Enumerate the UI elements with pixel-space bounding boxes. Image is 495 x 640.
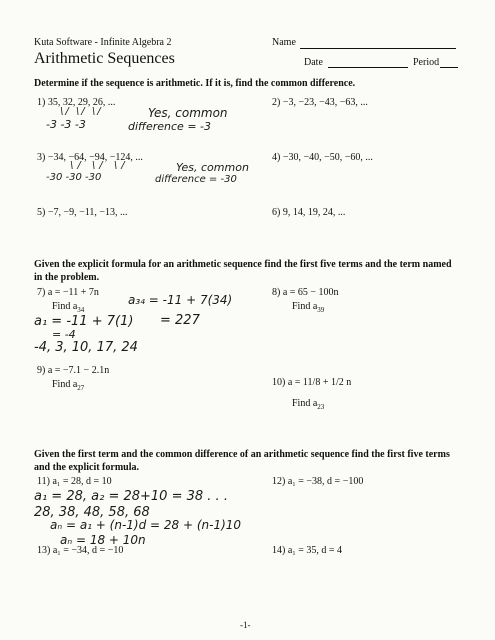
problem-6 bbox=[272, 207, 345, 218]
problem-text: 35, 32, 29, 26, ... bbox=[47, 97, 116, 108]
handwritten-line-3: aₙ = a₁ + (n-1)d = 28 + (n-1)10 bbox=[50, 518, 242, 532]
problem-formula: a = −7.1 − 2.1n bbox=[47, 365, 110, 376]
find-subscript: 23 bbox=[317, 403, 325, 411]
find-subscript: 39 bbox=[317, 306, 325, 314]
period-line bbox=[440, 67, 458, 68]
date-line bbox=[328, 67, 408, 68]
problem-10-find bbox=[292, 398, 324, 411]
handwritten-line-2: 28, 38, 48, 58, 68 bbox=[34, 505, 150, 520]
find-label: Find a bbox=[52, 301, 78, 312]
name-line bbox=[300, 48, 456, 49]
problem-text: a₁ = −34, d = −10 bbox=[52, 545, 124, 556]
section2-instruction: Given the explicit formula for an arithmetic sequence find the first five terms and the term named in the problem. bbox=[34, 259, 452, 283]
handwritten-line-4: aₙ = 18 + 10n bbox=[60, 533, 146, 547]
problem-text: −7, −9, −11, −13, ... bbox=[47, 207, 128, 218]
problem-number: 12) bbox=[272, 476, 286, 487]
problem-4 bbox=[272, 152, 373, 163]
handwritten-difference-1: difference = -3 bbox=[128, 120, 211, 133]
problem-number: 10) bbox=[272, 377, 286, 388]
problem-text: a₁ = 28, d = 10 bbox=[52, 476, 112, 487]
problem-text: −3, −23, −43, −63, ... bbox=[282, 97, 368, 108]
find-label: Find a bbox=[292, 398, 318, 409]
problem-formula: a = 11/8 + 1/2 n bbox=[287, 377, 352, 388]
problem-number: 4) bbox=[272, 152, 281, 163]
problem-number: 3) bbox=[37, 152, 46, 163]
find-label: Find a bbox=[52, 379, 78, 390]
problem-number: 14) bbox=[272, 545, 286, 556]
problem-text: −30, −40, −50, −60, ... bbox=[282, 152, 373, 163]
problem-number: 7) bbox=[37, 287, 46, 298]
problem-9 bbox=[37, 365, 109, 376]
problem-10 bbox=[272, 377, 351, 388]
handwritten-arrows-1: \/ \/ \/ bbox=[60, 106, 103, 117]
date-label: Date bbox=[304, 57, 323, 68]
section1-instruction: Determine if the sequence is arithmetic. If it is, find the common difference. bbox=[34, 78, 356, 89]
find-subscript: 27 bbox=[77, 384, 85, 392]
problem-text: 9, 14, 19, 24, ... bbox=[282, 207, 346, 218]
problem-number: 11) bbox=[37, 476, 50, 487]
handwritten-yes-3: Yes, common bbox=[176, 161, 249, 174]
page-number: -1- bbox=[240, 620, 251, 630]
problem-7-find bbox=[52, 301, 84, 314]
problem-number: 5) bbox=[37, 207, 46, 218]
problem-9-find bbox=[52, 379, 84, 392]
handwritten-arrows-3: \/ \/ \/ bbox=[70, 160, 129, 171]
period-label: Period bbox=[413, 57, 440, 68]
handwritten-a1-result: = -4 bbox=[52, 328, 76, 341]
problem-8 bbox=[272, 287, 339, 298]
problem-7 bbox=[37, 287, 99, 298]
problem-text: a₁ = −38, d = −100 bbox=[287, 476, 364, 487]
find-label: Find a bbox=[292, 301, 318, 312]
problem-number: 13) bbox=[37, 545, 51, 556]
handwritten-a1: a₁ = -11 + 7(1) bbox=[34, 314, 134, 329]
problem-14 bbox=[272, 545, 342, 556]
problem-8-find bbox=[292, 301, 324, 314]
problem-number: 8) bbox=[272, 287, 281, 298]
handwritten-line-1: a₁ = 28, a₂ = 28+10 = 38 . . . bbox=[34, 489, 228, 504]
problem-5 bbox=[37, 207, 128, 218]
problem-number: 6) bbox=[272, 207, 281, 218]
handwritten-yes-1: Yes, common bbox=[148, 106, 228, 120]
problem-12 bbox=[272, 476, 363, 487]
find-subscript: 34 bbox=[77, 306, 85, 314]
problem-formula: a = 65 − 100n bbox=[282, 287, 339, 298]
publisher-label: Kuta Software - Infinite Algebra 2 bbox=[34, 37, 172, 48]
name-label: Name bbox=[272, 37, 296, 48]
handwritten-terms: -4, 3, 10, 17, 24 bbox=[34, 340, 138, 355]
handwritten-diffs-1: -3 -3 -3 bbox=[46, 118, 86, 131]
problem-text: −34, −64, −94, −124, ... bbox=[47, 152, 143, 163]
handwritten-a34-result: = 227 bbox=[160, 313, 200, 328]
section3-instruction: Given the first term and the common difference of an arithmetic sequence find the first five terms and the explicit formula. bbox=[34, 449, 450, 473]
problem-text: a₁ = 35, d = 4 bbox=[287, 545, 343, 556]
problem-formula: a = −11 + 7n bbox=[47, 287, 99, 298]
problem-2 bbox=[272, 97, 368, 108]
problem-13 bbox=[37, 545, 123, 556]
problem-number: 1) bbox=[37, 97, 46, 108]
problem-11 bbox=[37, 476, 112, 487]
handwritten-diffs-3: -30 -30 -30 bbox=[46, 172, 102, 183]
problem-number: 9) bbox=[37, 365, 46, 376]
problem-number: 2) bbox=[272, 97, 281, 108]
page-title: Arithmetic Sequences bbox=[34, 50, 175, 67]
handwritten-a34: a₃₄ = -11 + 7(34) bbox=[128, 293, 233, 307]
handwritten-difference-3: difference = -30 bbox=[155, 174, 237, 185]
